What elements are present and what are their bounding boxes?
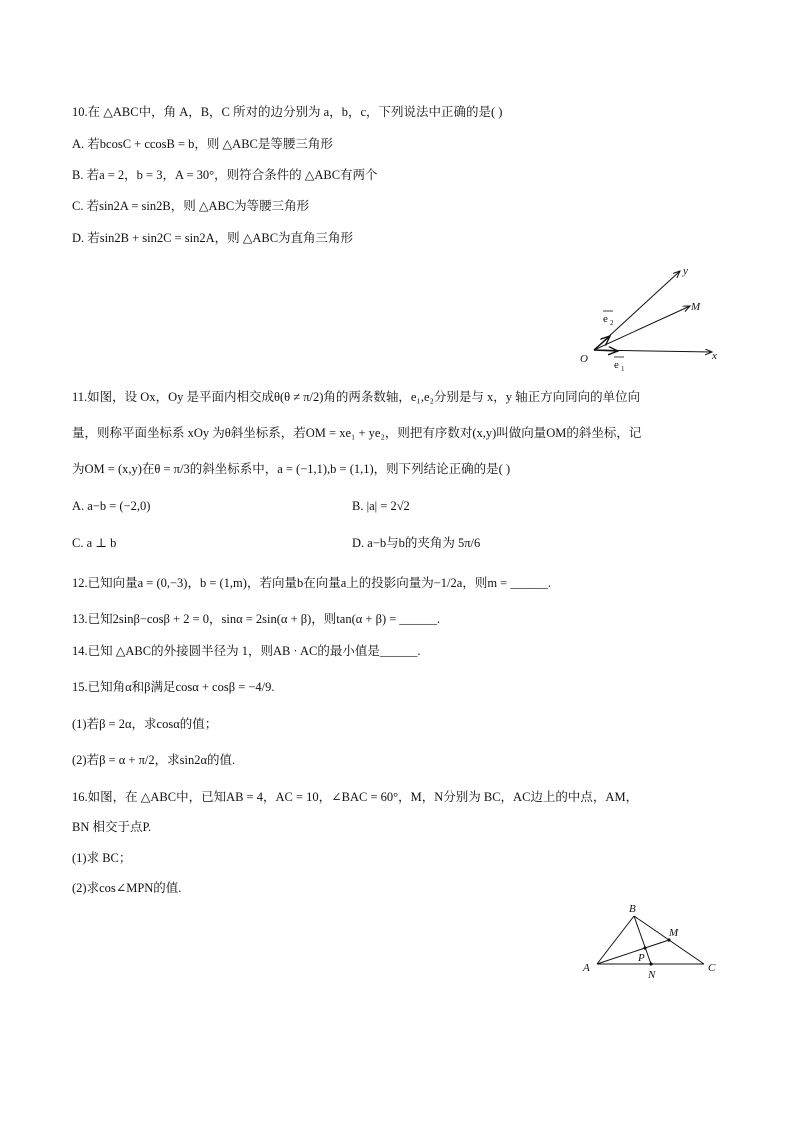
q11-line-2: 量，则称平面坐标系 xOy 为θ斜坐标系，若OM = xe₁ + ye₂，则把有序数对(x,y)叫做向量OM的斜坐标，记 [72,426,642,440]
side-ab [597,916,634,964]
vertex-a-label: A [583,962,590,974]
q11-line-3: 为OM = (x,y)在θ = π/3的斜坐标系中，a = (−1,1),b = (1,1)，则下列结论正确的是( ) [72,462,511,476]
triangle-figure [578,900,728,984]
point-n-label: N [648,969,656,981]
y-axis-label: y [683,265,688,277]
m-label: M [691,301,701,313]
origin-label: O [580,353,588,365]
q16-part-2: (2)求cos∠MPN的值. [72,881,182,895]
q14-stem: 14.已知 △ABC的外接圆半径为 1，则AB · AC的最小值是______. [72,644,421,658]
e2-label: e [603,313,608,325]
q16-line-2: BN 相交于点P. [72,820,152,834]
point-p-label: P [638,952,645,964]
q10-option-c: C. 若sin2A = sin2B，则 △ABC为等腰三角形 [72,199,310,213]
q11-option-b: B. |a| = 2√2 [352,499,410,513]
x-axis-label: x [712,350,717,362]
q10-option-a: A. 若bcosC + ccosB = b，则 △ABC是等腰三角形 [72,137,333,151]
q12-stem: 12.已知向量a = (0,−3)，b = (1,m)，若向量b在向量a上的投影向量为−1/2a，则m = ______. [72,576,551,590]
q11-option-a: A. a−b = (−2,0) [72,499,151,513]
vertex-c-label: C [708,962,716,974]
point-n [649,962,652,965]
q15-part-2: (2)若β = α + π/2，求sin2α的值. [72,753,236,767]
median-am [597,940,669,964]
oblique-axes-figure [572,258,732,372]
e2-vector [594,336,610,350]
q11-line-1: 11.如图，设 Ox，Oy 是平面内相交成θ(θ ≠ π/2)角的两条数轴，e₁,e₂分别是与 x，y 轴正方向同向的单位向 [72,390,641,404]
e1-label: e [614,359,619,371]
q16-part-1: (1)求 BC； [72,851,132,865]
q10-option-d: D. 若sin2B + sin2C = sin2A，则 △ABC为直角三角形 [72,231,354,245]
point-m-label: M [669,927,679,939]
point-p [643,946,646,949]
q11-option-d: D. a−b与b的夹角为 5π/6 [352,536,481,550]
q10-stem: 10.在 △ABC中，角 A，B，C 所对的边分别为 a，b，c，下列说法中正确的是( ) [72,105,503,119]
e1-vector [594,350,618,351]
q11-option-c: C. a ⊥ b [72,536,117,550]
q15-part-1: (1)若β = 2α，求cosα的值； [72,717,218,731]
q13-stem: 13.已知2sinβ−cosβ + 2 = 0，sinα = 2sin(α + β)，则tan(α + β) = ______. [72,612,441,626]
e2-subscript: 2 [610,319,614,327]
q15-stem: 15.已知角α和β满足cosα + cosβ = −4/9. [72,680,275,694]
vertex-b-label: B [629,903,636,915]
e1-subscript: 1 [621,365,625,372]
q16-line-1: 16.如图，在 △ABC中，已知AB = 4，AC = 10，∠BAC = 60°，M，N分别为 BC，AC边上的中点，AM， [72,790,639,804]
q10-option-b: B. 若a = 2，b = 3，A = 30°，则符合条件的 △ABC有两个 [72,168,378,182]
om-vector [594,306,690,350]
